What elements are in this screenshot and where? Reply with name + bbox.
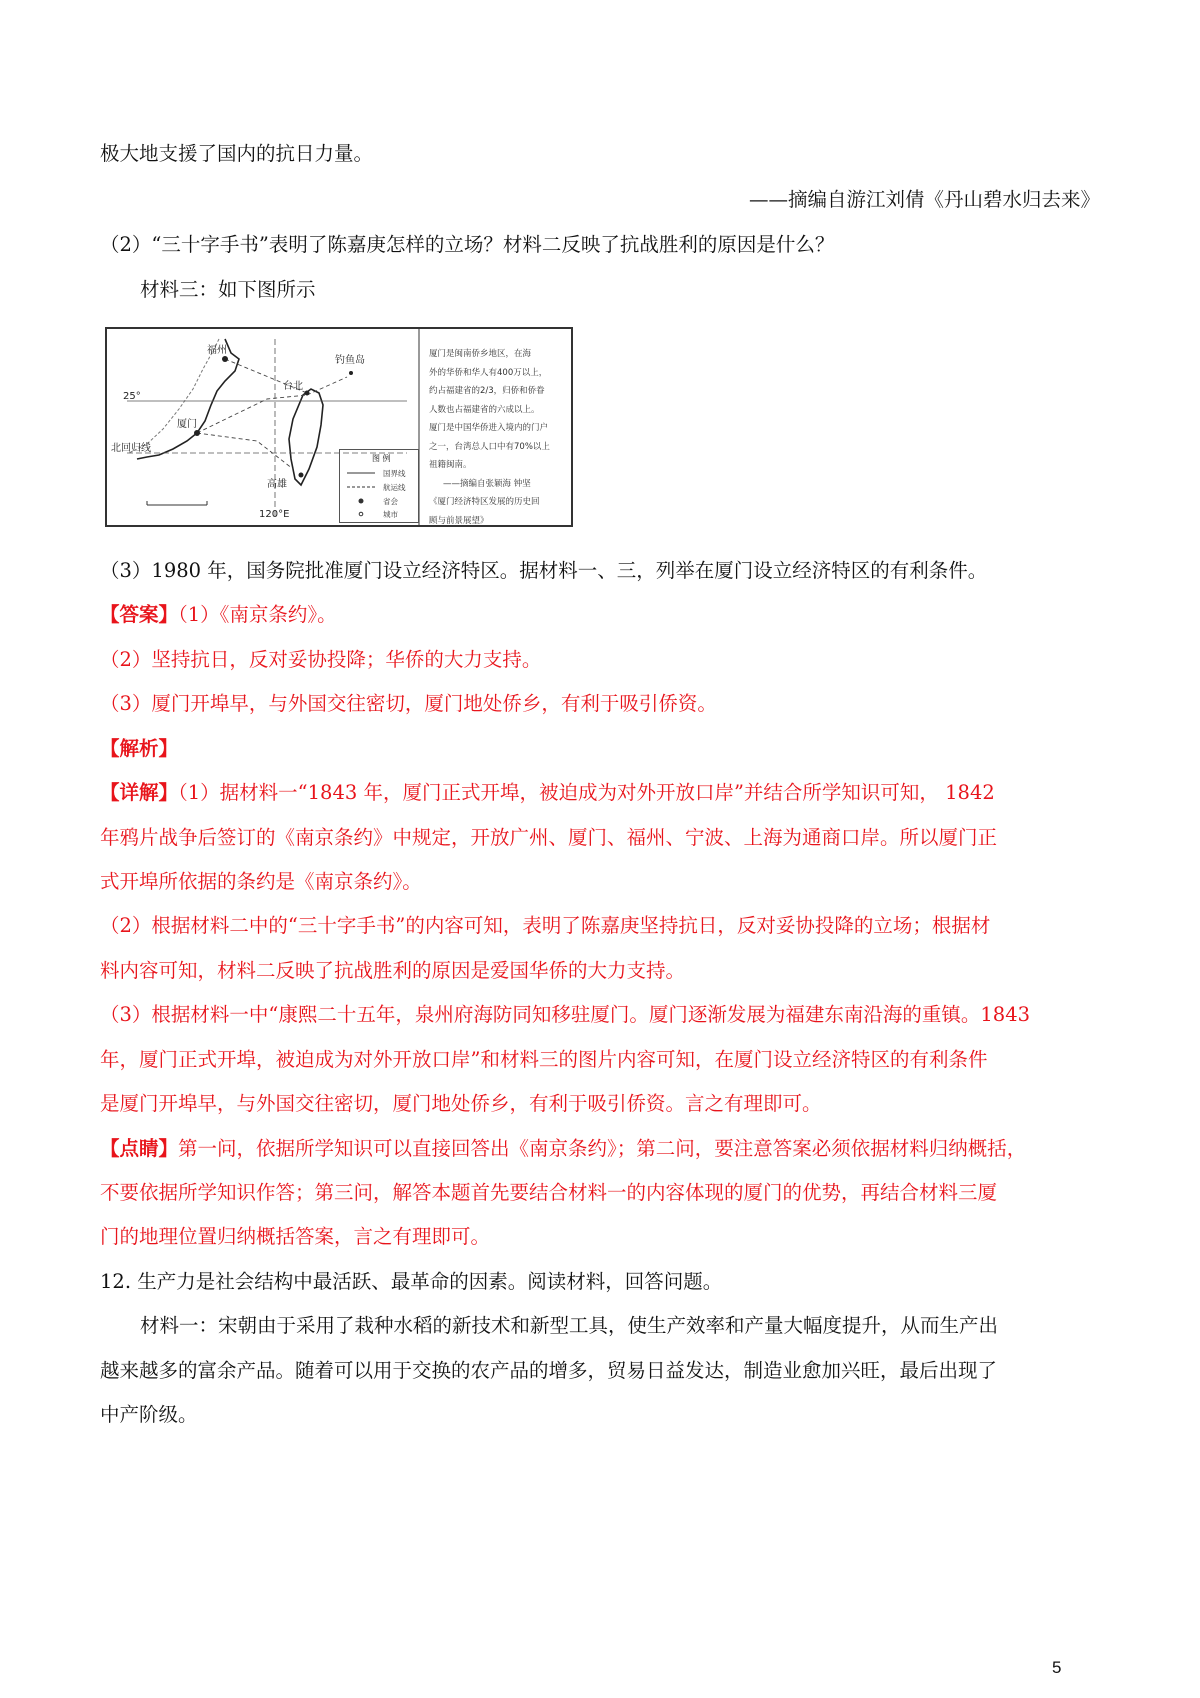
map-label-longitude: 120°E (259, 509, 290, 520)
explanation-2a: （2）根据材料二中的“三十字手书”的内容可知，表明了陈嘉庚坚持抗日，反对妥协投降的立场；根据材 (100, 914, 991, 937)
map-side-text (429, 345, 565, 530)
map-label-taibei: 台北 (283, 381, 303, 392)
analysis-heading: 【解析】 (100, 737, 179, 760)
explanation-1c: 式开埠所依据的条约是《南京条约》。 (100, 870, 422, 893)
text-line: 极大地支援了国内的抗日力量。 (100, 142, 374, 165)
question-2: （2）“三十字手书”表明了陈嘉庚怎样的立场？材料二反映了抗战胜利的原因是什么？ (100, 233, 835, 256)
page-number: 5 (1052, 1658, 1062, 1677)
map-text-line: 人数也占福建省的六成以上。 (429, 404, 540, 415)
map-legend-item: 航运线 (383, 483, 406, 492)
explanation-1a (100, 779, 1100, 807)
map-text-line: 厦门是中国华侨进入境内的门户 (429, 423, 549, 433)
map-text-line: 约占福建省的2/3，归侨和侨眷 (429, 386, 545, 396)
map-label-latitude: 25° (123, 391, 141, 402)
map-figure (105, 327, 573, 527)
question-3: （3）1980 年，国务院批准厦门设立经济特区。据材料一、三，列举在厦门设立经济特区的有利条件。 (100, 559, 988, 582)
map-legend-title: 图 例 (372, 454, 391, 463)
map-text-line: 外的华侨和华人有400万以上， (429, 367, 548, 378)
map-text-line: 顾与前景展望》 (429, 515, 489, 526)
tip-line-1 (100, 1135, 1100, 1163)
material-1-line-a: 材料一：宋朝由于采用了栽种水稻的新技术和新型工具，使生产效率和产量大幅度提升，从而生产出 (140, 1314, 999, 1337)
tip-line-3: 门的地理位置归纳概括答案，言之有理即可。 (100, 1225, 491, 1248)
map-text-line: 之一，台湾总人口中有70%以上 (429, 441, 550, 452)
tip-line-2: 不要依据所学知识作答；第三问，解答本题首先要结合材料一的内容体现的厦门的优势，再结合材料三厦 (100, 1181, 998, 1204)
explanation-3b: 年，厦门正式开埠，被迫成为对外开放口岸”和材料三的图片内容可知，在厦门设立经济特区的有利条件 (100, 1048, 988, 1071)
map-text-line: ——摘编自张颖海 钟坚 (443, 478, 531, 489)
material-1-line-b: 越来越多的富余产品。随着可以用于交换的农产品的增多，贸易日益发达，制造业愈加兴旺，最后出现了 (100, 1359, 998, 1382)
material-1-line-c: 中产阶级。 (100, 1403, 198, 1426)
map-legend-item: 城市 (383, 510, 398, 519)
map-text-line: 《厦门经济特区发展的历史回 (429, 497, 540, 507)
map-label-fuzhou: 福州 (207, 345, 227, 356)
answer-label: 【答案】 (100, 603, 179, 626)
map-legend-item: 国界线 (383, 469, 406, 478)
source-citation: ——摘编自游江刘倩《丹山碧水归去来》 (748, 188, 1100, 211)
answer-line-3: （3）厦门开埠早，与外国交往密切，厦门地处侨乡，有利于吸引侨资。 (100, 692, 717, 715)
material-3-heading: 材料三：如下图所示 (140, 278, 316, 301)
map-text-line: 祖籍闽南。 (429, 460, 472, 470)
map-label-diaoyu: 钓鱼岛 (335, 355, 365, 366)
question-12: 12. 生产力是社会结构中最活跃、最革命的因素。阅读材料，回答问题。 (100, 1270, 723, 1293)
tip-text: 第一问，依据所学知识可以直接回答出《南京条约》；第二问，要注意答案必须依据材料归纳概括， (178, 1137, 1027, 1160)
answer-line-2: （2）坚持抗日，反对妥协投降；华侨的大力支持。 (100, 648, 542, 671)
explanation-3c: 是厦门开埠早，与外国交往密切，厦门地处侨乡，有利于吸引侨资。言之有理即可。 (100, 1092, 822, 1115)
explanation-text: （1）据材料一“1843 年，厦门正式开埠，被迫成为对外开放口岸”并结合所学知识可知， 1842 (178, 781, 995, 804)
map-label-tropic: 北回归线 (111, 443, 151, 454)
map-legend-item: 省会 (383, 497, 398, 506)
answer-line-1 (100, 601, 1100, 629)
map-text-line: 厦门是闽南侨乡地区，在海 (429, 349, 532, 359)
map-label-gaoxiong: 高雄 (267, 479, 287, 490)
explanation-3a: （3）根据材料一中“康熙二十五年，泉州府海防同知移驻厦门。厦门逐渐发展为福建东南沿海的重镇。1843 (100, 1003, 1031, 1026)
explanation-1b: 年鸦片战争后签订的《南京条约》中规定，开放广州、厦门、福州、宁波、上海为通商口岸。所以厦门正 (100, 826, 998, 849)
answer-text: （1）《南京条约》。 (178, 603, 337, 626)
map-label-xiamen: 厦门 (177, 419, 197, 430)
tip-label: 【点睛】 (100, 1137, 179, 1160)
explanation-2b: 料内容可知，材料二反映了抗战胜利的原因是爱国华侨的大力支持。 (100, 959, 686, 982)
explanation-label: 【详解】 (100, 781, 179, 804)
